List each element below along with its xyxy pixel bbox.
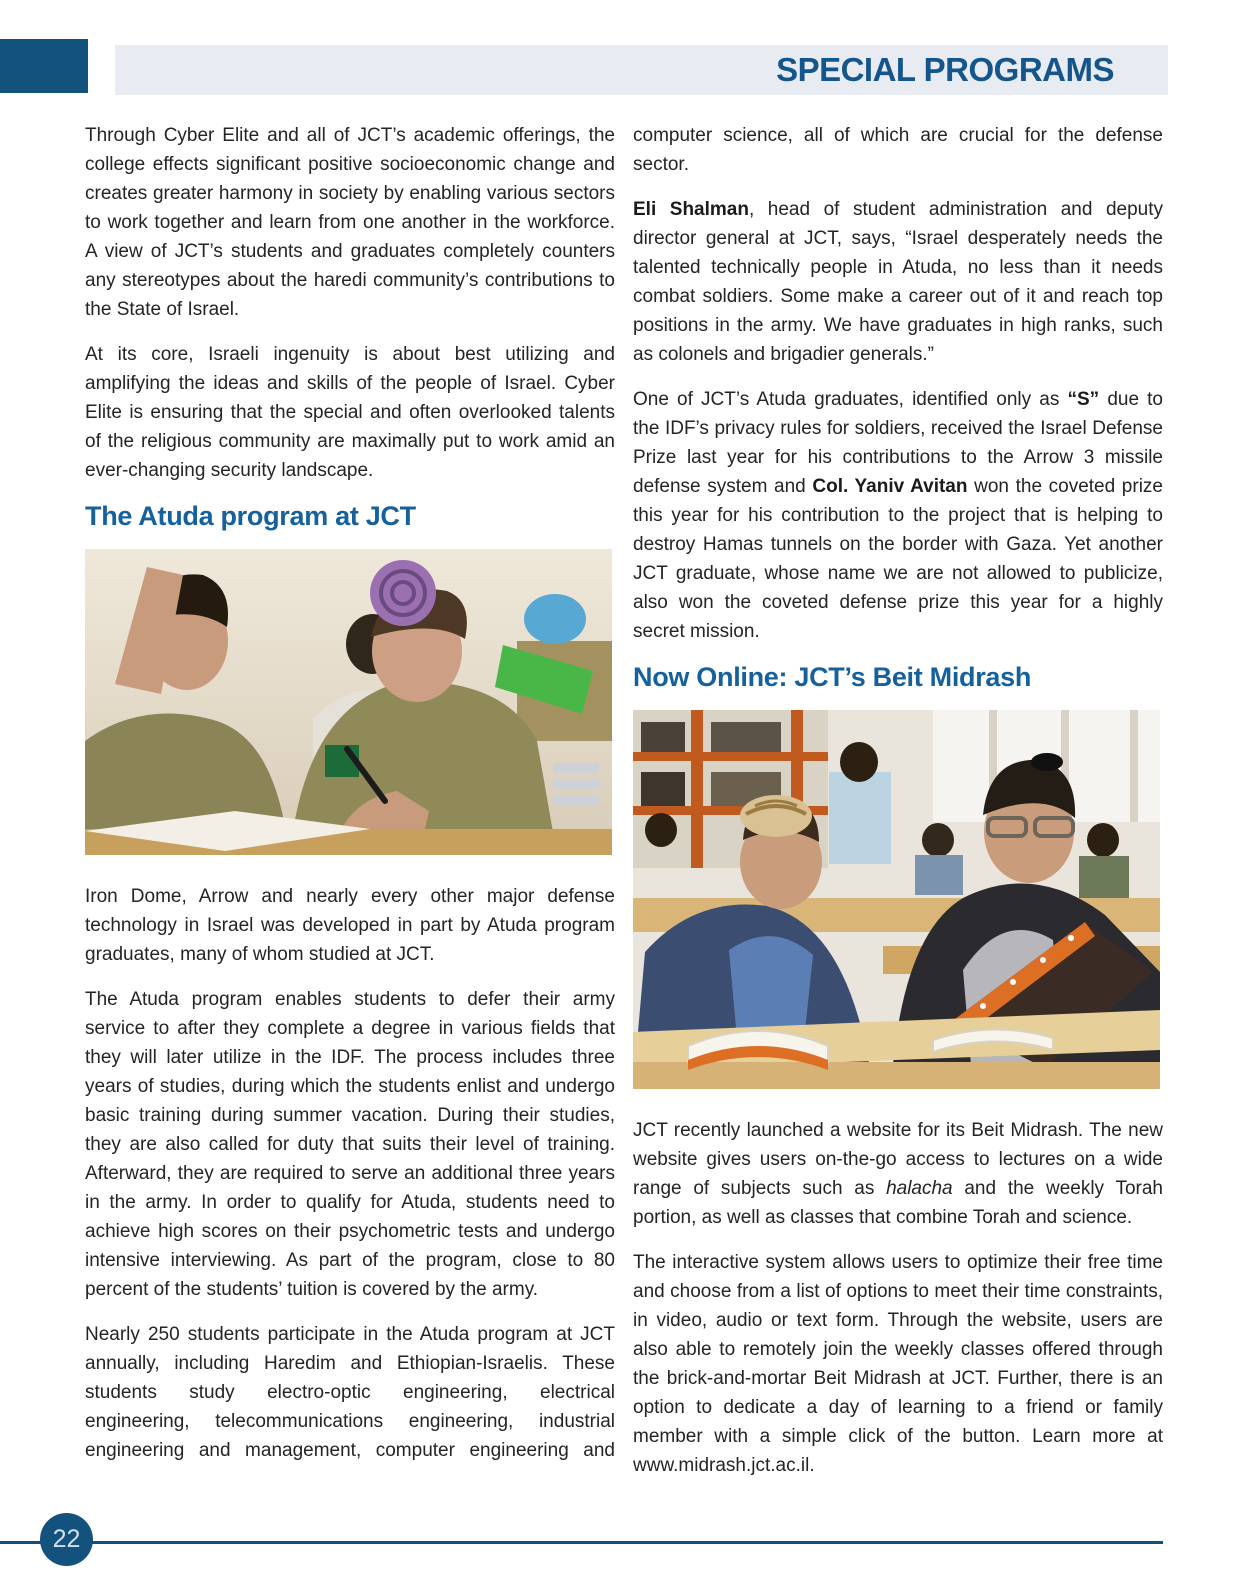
section-heading-atuda: The Atuda program at JCT <box>85 501 416 531</box>
footer-rule <box>0 1541 1163 1544</box>
left-column <box>85 121 615 1481</box>
paragraph-iron-dome: Iron Dome, Arrow and nearly every other major defense technology in Israel was developed in part by Atuda program graduates, many of whom studied at JCT. <box>85 886 615 965</box>
paragraph-core: At its core, Israeli ingenuity is about best utilizing and amplifying the ideas and skills of the people of Israel. Cyber Elite is ensuring that the special and often overlooked talents of the religious community are maximally put to work amid an ever-changing security landscape. <box>85 344 615 481</box>
paragraph-interactive-system: The interactive system allows users to optimize their free time and choose from a list of options to meet their time constraints, in video, audio or text form. Through the website, users are also able to remotely join the weekly classes offered through the brick-and-mortar Beit Midrash at JCT. Further, there is an option to dedicate a day of learning to a friend or family member with a simple click of the button. Learn more at www.midrash.jct.ac.il. <box>633 1252 1163 1476</box>
atuda-photo-illustration <box>85 549 612 855</box>
section-heading-beit-midrash: Now Online: JCT’s Beit Midrash <box>633 662 1032 692</box>
paragraph-website-launch: JCT recently launched a website for its Beit Midrash. The new website gives users on-the-go access to lectures on a wide range of subjects such as halacha and the weekly Torah portion, as well as classes that combine Torah and science. <box>633 1120 1163 1228</box>
paragraph-atuda-details: The Atuda program enables students to defer their army service to after they complete a degree in various fields that they will later utilize in the IDF. The process includes three years of studies, during which the students enlist and undergo basic training during summer vacation. During their studies, they are also called for duty that suits their level of training. Afterward, they are required to serve an additional three years in the army. In order to qualify for Atuda, students need to achieve high scores on their psychometric tests and undergo intensive interviewing. As part of the program, close to 80 percent of the students’ tuition is covered by the army. <box>85 989 615 1300</box>
paragraph-students-count: Nearly 250 students participate in the Atuda program at JCT annually, including Haredim and Ethiopian-Israelis. These students study electro-optic engineering, electrical engineering, telecommunications engineering, industrial engineering and management, computer engineering and <box>85 1324 615 1461</box>
header-band <box>115 45 1168 95</box>
header-accent-square <box>0 39 88 93</box>
paragraph-intro: Through Cyber Elite and all of JCT’s academic offerings, the college effects significant positive socioeconomic change and creates greater harmony in society by enabling various sectors to work together and learn from one another in the workforce. A view of JCT’s students and graduates completely counters any stereotypes about the haredi community’s contributions to the State of Israel. <box>85 125 615 320</box>
page-number: 22 <box>52 1525 81 1553</box>
beit-midrash-students-photo <box>633 710 1163 1089</box>
beit-midrash-photo-illustration <box>633 710 1160 1089</box>
paragraph-defense-prize: One of JCT’s Atuda graduates, identified only as “S” due to the IDF’s privacy rules for soldiers, received the Israel Defense Prize last year for his contributions to the Arrow 3 missile defense system and Col. Yaniv Avitan won the coveted prize this year for his contribution to the project that is helping to destroy Hamas tunnels on the border with Gaza. Yet another JCT graduate, whose name we are not allowed to publicize, also won the coveted defense prize this year for a highly secret mission. <box>633 389 1164 642</box>
right-column <box>633 121 1163 1496</box>
paragraph-eli-shalman: Eli Shalman, head of student administration and deputy director general at JCT, says, “Israel desperately needs the talented technically people in Atuda, no less than it needs combat soldiers. Some make a career out of it and reach top positions in the army. We have graduates in high ranks, such as colonels and brigadier generals.” <box>633 199 1163 365</box>
page-title: SPECIAL PROGRAMS <box>776 51 1114 88</box>
page-number-badge <box>40 1513 93 1566</box>
paragraph-continuation: computer science, all of which are crucial for the defense sector. <box>633 125 1163 175</box>
atuda-soldiers-studying-photo <box>85 549 615 855</box>
